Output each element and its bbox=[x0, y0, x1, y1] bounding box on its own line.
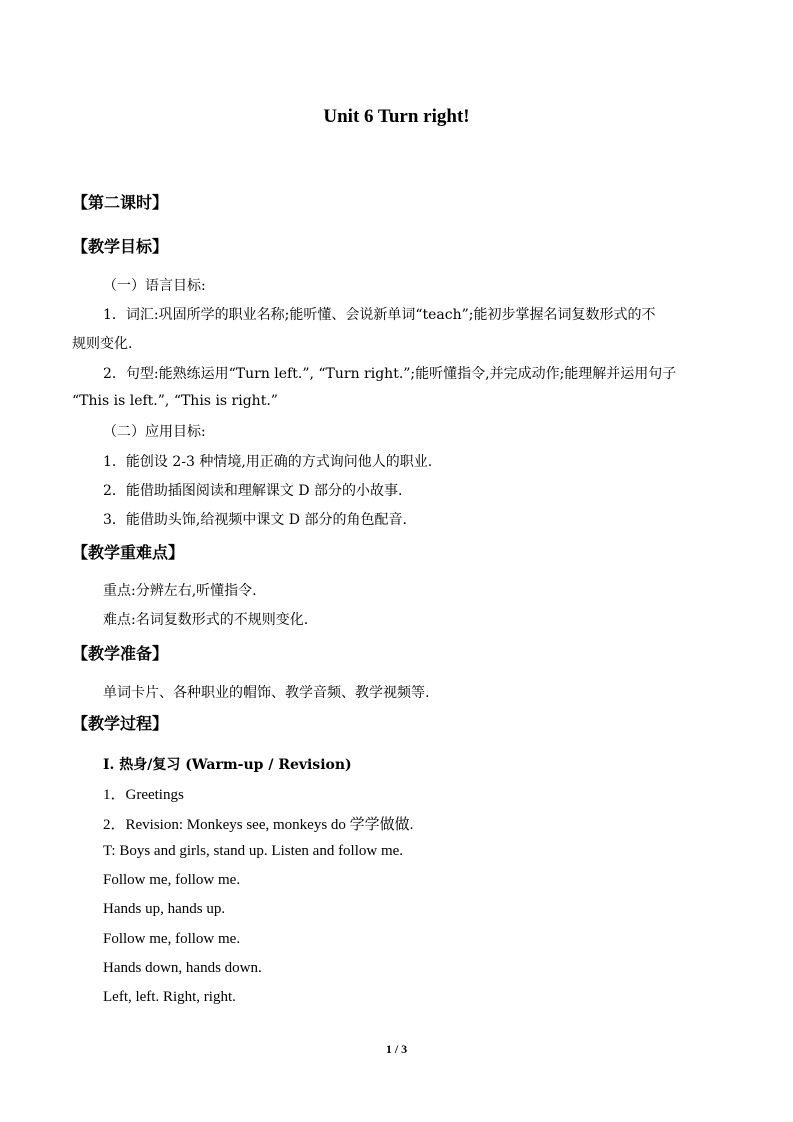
preparation-heading: 【教学准备】 bbox=[72, 644, 169, 663]
application-item-1: 1．能创设 2-3 种情境,用正确的方式询问他人的职业. bbox=[103, 454, 433, 470]
process-heading: 【教学过程】 bbox=[72, 714, 169, 733]
revision-line: 2．Revision: Monkeys see, monkeys do 学学做做. bbox=[103, 817, 414, 833]
page-number: 1 / 3 bbox=[385, 1042, 408, 1056]
process-step-1: I. 热身/复习 (Warm-up / Revision) bbox=[103, 757, 352, 773]
application-item-3: 3．能借助头饰,给视频中课文 D 部分的角色配音. bbox=[103, 512, 407, 528]
dialogue-line: T: Boys and girls, stand up. Listen and follow me. bbox=[103, 843, 404, 859]
objectives-heading: 【教学目标】 bbox=[72, 237, 169, 256]
dialogue-line: Follow me, follow me. bbox=[103, 872, 241, 888]
difficulty-point: 难点:名词复数形式的不规则变化. bbox=[103, 612, 309, 628]
dialogue-line: Hands down, hands down. bbox=[103, 960, 262, 976]
objective-item-2b: “This is left.”, “This is right.” bbox=[72, 393, 278, 409]
page-title: Unit 6 Turn right! bbox=[323, 106, 470, 127]
application-item-2: 2．能借助插图阅读和理解课文 D 部分的小故事. bbox=[103, 483, 403, 499]
objective-item-1b: 规则变化. bbox=[72, 336, 133, 352]
preparation-text: 单词卡片、各种职业的帽饰、教学音频、教学视频等. bbox=[103, 685, 430, 701]
dialogue-line: Left, left. Right, right. bbox=[103, 989, 236, 1005]
lesson-heading: 【第二课时】 bbox=[72, 193, 169, 212]
language-goals-title: （一）语言目标: bbox=[103, 278, 206, 294]
dialogue-line: Hands up, hands up. bbox=[103, 901, 226, 917]
focus-point: 重点:分辨左右,听懂指令. bbox=[103, 583, 257, 599]
objective-item-1a: 1．词汇:巩固所学的职业名称;能听懂、会说新单词“teach”;能初步掌握名词复数形式的不 bbox=[103, 307, 656, 323]
dialogue-line: Follow me, follow me. bbox=[103, 931, 241, 947]
greetings-line: 1．Greetings bbox=[103, 787, 184, 803]
application-goals-title: （二）应用目标: bbox=[103, 424, 206, 440]
objective-item-2a: 2．句型:能熟练运用“Turn left.”, “Turn right.”;能听懂指令,并完成动作;能理解并运用句子 bbox=[103, 366, 677, 382]
key-points-heading: 【教学重难点】 bbox=[72, 543, 185, 562]
